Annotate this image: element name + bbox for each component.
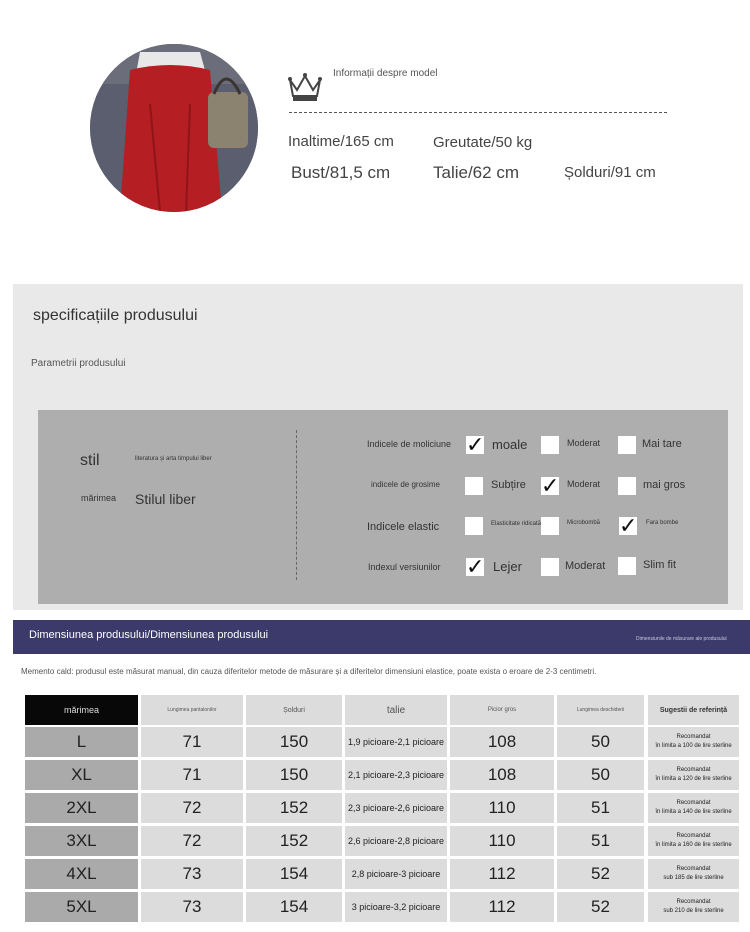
elastic-option-2: Microbombă (567, 520, 601, 526)
elastic-option-3: Fara bombe (646, 520, 679, 526)
table-cell-length: 72 (141, 826, 243, 856)
softness-option-3-checkbox (618, 436, 636, 454)
version-option-3-checkbox (618, 557, 636, 575)
elastic-option-1-checkbox (465, 517, 483, 535)
version-option-2-checkbox (541, 558, 559, 576)
table-cell-thigh: 110 (450, 826, 554, 856)
version-option-3: Slim fit (643, 559, 676, 571)
table-cell-recommend (648, 892, 739, 922)
col-header-waist: talie (345, 695, 447, 725)
model-divider (289, 112, 667, 113)
table-cell-hips: 150 (246, 727, 342, 757)
size-memento: Memento cald: produsul este măsurat manual, din cauza diferitelor metode de măsurare și a diferitelor dimensiuni elastice, poate exista o eroare de 2-3 centimetri. (21, 667, 597, 676)
table-cell-waist: 3 picioare-3,2 picioare (345, 892, 447, 922)
table-cell-size: 5XL (25, 892, 138, 922)
spec-subtitle: Parametrii produsului (31, 358, 126, 369)
size-table-note: Dimensiunile de măsurare ale produsului (636, 636, 727, 642)
softness-option-1-checkbox (466, 432, 485, 457)
softness-option-2: Moderat (567, 438, 601, 448)
table-cell-recommend (648, 859, 739, 889)
table-cell-recommend (648, 793, 739, 823)
size-label: mărimea (81, 493, 117, 503)
col-header-length: Lungimea pantalonilor (141, 695, 243, 725)
model-hips: Șolduri/91 cm (564, 164, 656, 181)
col-header-hips: Șolduri (246, 695, 342, 725)
spec-divider (296, 430, 297, 580)
recommend-text: în limita a 120 de lire sterline (655, 776, 732, 782)
model-info-title: Informații despre model (333, 68, 438, 79)
thickness-option-2-checkbox (541, 473, 560, 498)
table-cell-length: 73 (141, 892, 243, 922)
table-cell-leg: 52 (557, 859, 644, 889)
table-cell-waist: 1,9 picioare-2,1 picioare (345, 727, 447, 757)
table-cell-length: 71 (141, 727, 243, 757)
version-option-2: Moderat (565, 560, 606, 572)
table-cell-size: L (25, 727, 138, 757)
version-option-1-checkbox (466, 554, 485, 579)
table-cell-hips: 154 (246, 892, 342, 922)
check-icon: ✓ (466, 432, 485, 457)
thickness-option-1: Subțire (491, 479, 526, 491)
table-cell-leg: 52 (557, 892, 644, 922)
recommend-text: în limita a 100 de lire sterline (655, 743, 732, 749)
table-cell-waist: 2,6 picioare-2,8 picioare (345, 826, 447, 856)
recommend-text: sub 185 de lire sterline (663, 875, 724, 881)
table-cell-recommend (648, 727, 739, 757)
recommend-title: Recomandat (676, 899, 711, 905)
thickness-option-2: Moderat (567, 479, 601, 489)
crown-icon (287, 70, 323, 104)
recommend-title: Recomandat (676, 800, 711, 806)
elastic-label: Indicele elastic (367, 521, 440, 533)
table-cell-size: XL (25, 760, 138, 790)
col-header-size: mărimea (25, 695, 138, 725)
table-cell-leg: 50 (557, 727, 644, 757)
model-height: Inaltime/165 cm (288, 133, 394, 150)
thickness-label: indicele de grosime (371, 480, 440, 489)
softness-option-3: Mai tare (642, 438, 682, 450)
recommend-title: Recomandat (676, 734, 711, 740)
softness-option-1: moale (492, 437, 528, 452)
model-waist: Talie/62 cm (433, 163, 519, 182)
check-icon: ✓ (541, 473, 560, 498)
thickness-option-3-checkbox (618, 477, 636, 495)
model-bust: Bust/81,5 cm (291, 163, 391, 182)
size-value: Stilul liber (135, 491, 196, 507)
spec-title: specificațiile produsului (33, 307, 198, 324)
table-cell-length: 71 (141, 760, 243, 790)
recommend-title: Recomandat (676, 767, 711, 773)
recommend-text: în limita a 160 de lire sterline (655, 842, 732, 848)
table-cell-waist: 2,8 picioare-3 picioare (345, 859, 447, 889)
col-header-recommend: Sugestii de referință (648, 695, 739, 725)
table-cell-size: 4XL (25, 859, 138, 889)
recommend-title: Recomandat (676, 833, 711, 839)
elastic-option-2-checkbox (541, 517, 559, 535)
version-label: Indexul versiunilor (368, 562, 441, 572)
table-cell-length: 72 (141, 793, 243, 823)
table-cell-hips: 152 (246, 826, 342, 856)
thickness-option-1-checkbox (465, 477, 483, 495)
table-cell-size: 2XL (25, 793, 138, 823)
elastic-option-3-checkbox (619, 513, 638, 538)
softness-label: Indicele de moliciune (367, 439, 452, 449)
table-cell-length: 73 (141, 859, 243, 889)
recommend-text: sub 210 de lire sterline (663, 908, 724, 914)
table-cell-waist: 2,1 picioare-2,3 picioare (345, 760, 447, 790)
recommend-text: în limita a 140 de lire sterline (655, 809, 732, 815)
check-icon: ✓ (619, 513, 638, 538)
table-cell-thigh: 112 (450, 859, 554, 889)
elastic-option-1: Elasticitate ridicată (491, 521, 542, 527)
table-cell-waist: 2,3 picioare-2,6 picioare (345, 793, 447, 823)
table-cell-leg: 51 (557, 793, 644, 823)
table-cell-recommend (648, 826, 739, 856)
size-table-title: Dimensiunea produsului/Dimensiunea produsului (29, 629, 269, 641)
table-cell-thigh: 108 (450, 760, 554, 790)
table-cell-hips: 152 (246, 793, 342, 823)
check-icon: ✓ (466, 554, 485, 579)
table-cell-leg: 51 (557, 826, 644, 856)
softness-option-2-checkbox (541, 436, 559, 454)
table-cell-recommend (648, 760, 739, 790)
table-cell-thigh: 108 (450, 727, 554, 757)
style-value: literatura și arta timpului liber (135, 456, 212, 462)
table-cell-hips: 150 (246, 760, 342, 790)
model-photo (90, 44, 258, 212)
table-cell-hips: 154 (246, 859, 342, 889)
table-cell-leg: 50 (557, 760, 644, 790)
table-cell-thigh: 110 (450, 793, 554, 823)
recommend-title: Recomandat (676, 866, 711, 872)
version-option-1: Lejer (493, 559, 522, 574)
thickness-option-3: mai gros (643, 479, 686, 491)
col-header-thigh: Picior gros (450, 695, 554, 725)
col-header-leg: Lungimea deschiderii (557, 695, 644, 725)
model-weight: Greutate/50 kg (433, 134, 533, 151)
table-cell-thigh: 112 (450, 892, 554, 922)
style-label: stil (80, 452, 100, 469)
table-cell-size: 3XL (25, 826, 138, 856)
